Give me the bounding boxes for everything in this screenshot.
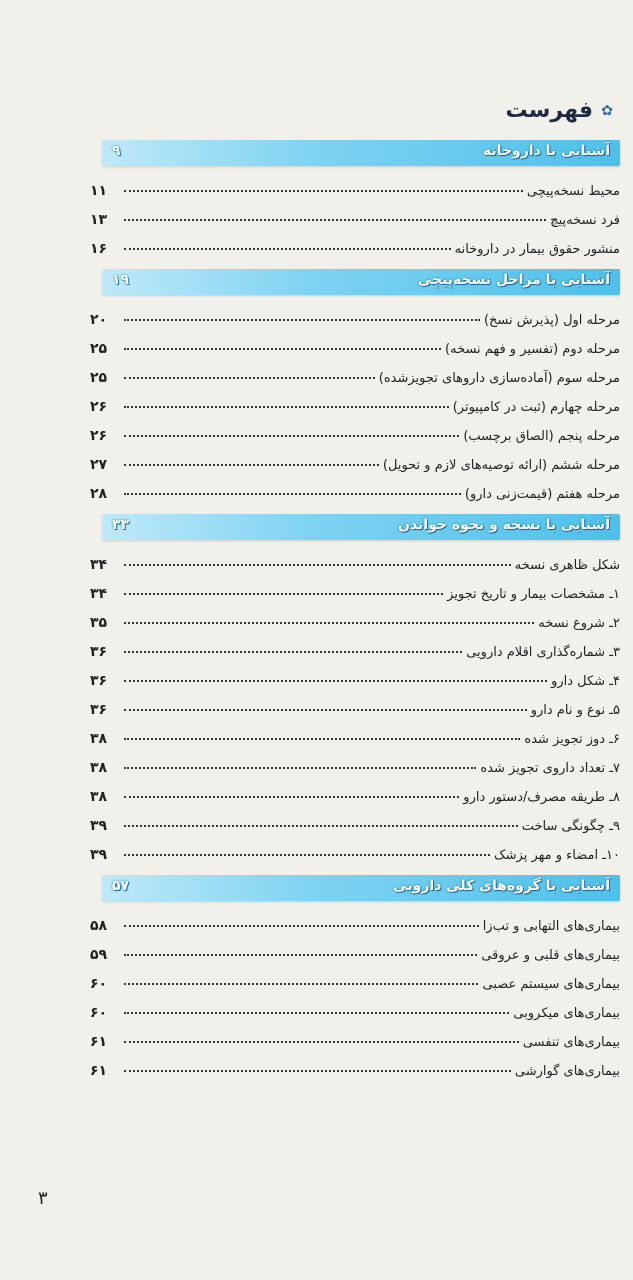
entry-title: مرحله چهارم (ثبت در کامپیوتر) bbox=[452, 400, 620, 415]
entry-title: شکل ظاهری نسخه bbox=[514, 558, 620, 573]
toc-entry bbox=[90, 199, 620, 228]
entry-page-number: ۳۹ bbox=[90, 847, 108, 863]
toc-entry bbox=[90, 602, 620, 631]
entry-page-number: ۳۸ bbox=[90, 731, 108, 747]
entry-title: بیماری‌های سیستم عصبی bbox=[482, 977, 620, 992]
entry-page-number: ۳۸ bbox=[90, 760, 108, 776]
dot-leader bbox=[124, 319, 480, 321]
entry-page-number: ۳۴ bbox=[90, 557, 108, 573]
entry-title: مرحله هفتم (قیمت‌زنی دارو) bbox=[464, 487, 620, 502]
dot-leader bbox=[124, 738, 520, 740]
dot-leader bbox=[124, 1070, 511, 1072]
table-of-contents bbox=[90, 140, 620, 1091]
toc-entry bbox=[90, 328, 620, 357]
section-title: آشنایی با گروه‌های کلی دارویی bbox=[393, 878, 610, 894]
toc-entry bbox=[90, 718, 620, 747]
dot-leader bbox=[124, 348, 441, 350]
dot-leader bbox=[124, 190, 523, 192]
section-page-number: ۳۳ bbox=[112, 517, 130, 533]
toc-entry bbox=[90, 1021, 620, 1050]
section-header bbox=[102, 514, 620, 540]
dot-leader bbox=[124, 925, 479, 927]
entry-page-number: ۱۳ bbox=[90, 212, 108, 228]
toc-entry bbox=[90, 415, 620, 444]
entry-title: ۴ـ شکل دارو bbox=[551, 674, 620, 689]
dot-leader bbox=[124, 825, 518, 827]
entry-title: ۱ـ مشخصات بیمار و تاریخ تجویز bbox=[447, 587, 620, 602]
entry-title: ۱۰ـ امضاء و مهر پزشک bbox=[494, 848, 620, 863]
entry-page-number: ۲۶ bbox=[90, 399, 108, 415]
entry-title: ۶ـ دوز تجویز شده bbox=[524, 732, 620, 747]
dot-leader bbox=[124, 854, 490, 856]
entry-title: بیماری‌های التهابی و تب‌زا bbox=[482, 919, 620, 934]
dot-leader bbox=[124, 796, 459, 798]
page-number: ۳ bbox=[38, 1188, 48, 1209]
section-page-number: ۱۹ bbox=[112, 272, 130, 288]
toc-entry bbox=[90, 776, 620, 805]
toc-entry bbox=[90, 1050, 620, 1079]
toc-entry bbox=[90, 631, 620, 660]
toc-section bbox=[90, 269, 620, 502]
entry-list bbox=[90, 905, 620, 1079]
entry-page-number: ۳۶ bbox=[90, 644, 108, 660]
entry-page-number: ۵۹ bbox=[90, 947, 108, 963]
entry-list bbox=[90, 299, 620, 502]
entry-page-number: ۲۷ bbox=[90, 457, 108, 473]
entry-page-number: ۳۵ bbox=[90, 615, 108, 631]
dot-leader bbox=[124, 954, 477, 956]
dot-leader bbox=[124, 248, 451, 250]
entry-page-number: ۱۶ bbox=[90, 241, 108, 257]
dot-leader bbox=[124, 709, 527, 711]
toc-entry bbox=[90, 805, 620, 834]
entry-page-number: ۶۱ bbox=[90, 1034, 108, 1050]
dot-leader bbox=[124, 651, 462, 653]
toc-entry bbox=[90, 834, 620, 863]
entry-title: مرحله دوم (تفسیر و فهم نسخه) bbox=[445, 342, 620, 357]
toc-header bbox=[505, 98, 613, 123]
bullet-icon: ✿ bbox=[601, 102, 613, 119]
entry-page-number: ۶۰ bbox=[90, 1005, 108, 1021]
page-title: فهرست bbox=[505, 98, 593, 123]
toc-section bbox=[90, 514, 620, 863]
entry-page-number: ۲۶ bbox=[90, 428, 108, 444]
dot-leader bbox=[124, 1041, 519, 1043]
entry-title: ۲ـ شروع نسخه bbox=[538, 616, 620, 631]
toc-entry bbox=[90, 689, 620, 718]
toc-entry bbox=[90, 573, 620, 602]
toc-entry bbox=[90, 992, 620, 1021]
entry-page-number: ۳۶ bbox=[90, 702, 108, 718]
entry-page-number: ۲۸ bbox=[90, 486, 108, 502]
entry-title: ۳ـ شماره‌گذاری اقلام دارویی bbox=[466, 645, 620, 660]
dot-leader bbox=[124, 767, 476, 769]
entry-page-number: ۲۰ bbox=[90, 312, 108, 328]
entry-title: مرحله ششم (ارائه توصیه‌های لازم و تحویل) bbox=[382, 458, 620, 473]
entry-page-number: ۵۸ bbox=[90, 918, 108, 934]
dot-leader bbox=[124, 983, 478, 985]
toc-entry bbox=[90, 170, 620, 199]
entry-title: مرحله پنجم (الصاق برچسب) bbox=[463, 429, 620, 444]
entry-title: مرحله اول (پذیرش نسخ) bbox=[483, 313, 620, 328]
dot-leader bbox=[124, 680, 547, 682]
entry-title: ۵ـ نوع و نام دارو bbox=[530, 703, 620, 718]
entry-page-number: ۳۸ bbox=[90, 789, 108, 805]
section-header bbox=[102, 269, 620, 295]
entry-title: ۸ـ طریقه مصرف/دستور دارو bbox=[463, 790, 620, 805]
dot-leader bbox=[124, 493, 461, 495]
toc-entry bbox=[90, 544, 620, 573]
entry-title: بیماری‌های تنفسی bbox=[522, 1035, 620, 1050]
toc-entry bbox=[90, 386, 620, 415]
entry-list bbox=[90, 544, 620, 863]
entry-page-number: ۳۴ bbox=[90, 586, 108, 602]
entry-list bbox=[90, 170, 620, 257]
entry-page-number: ۶۰ bbox=[90, 976, 108, 992]
section-title: آشنایی با مراحل نسخه‌پیچی bbox=[417, 272, 610, 288]
entry-page-number: ۲۵ bbox=[90, 341, 108, 357]
dot-leader bbox=[124, 435, 459, 437]
toc-section bbox=[90, 875, 620, 1079]
entry-page-number: ۳۹ bbox=[90, 818, 108, 834]
entry-page-number: ۱۱ bbox=[90, 183, 108, 199]
entry-title: منشور حقوق بیمار در داروخانه bbox=[454, 242, 620, 257]
dot-leader bbox=[124, 219, 546, 221]
toc-entry bbox=[90, 357, 620, 386]
entry-title: ۷ـ تعداد داروی تجویز شده bbox=[480, 761, 620, 776]
toc-entry bbox=[90, 934, 620, 963]
dot-leader bbox=[124, 622, 534, 624]
entry-title: بیماری‌های قلبی و عروقی bbox=[481, 948, 620, 963]
section-header bbox=[102, 140, 620, 166]
toc-entry bbox=[90, 228, 620, 257]
entry-page-number: ۲۵ bbox=[90, 370, 108, 386]
dot-leader bbox=[124, 406, 449, 408]
toc-entry bbox=[90, 444, 620, 473]
entry-page-number: ۶۱ bbox=[90, 1063, 108, 1079]
section-title: آشنایی با داروخانه bbox=[482, 143, 610, 159]
entry-title: بیماری‌های گوارشی bbox=[514, 1064, 620, 1079]
entry-page-number: ۳۶ bbox=[90, 673, 108, 689]
toc-entry bbox=[90, 747, 620, 776]
toc-entry bbox=[90, 963, 620, 992]
entry-title: ۹ـ چگونگی ساخت bbox=[521, 819, 620, 834]
dot-leader bbox=[124, 593, 443, 595]
dot-leader bbox=[124, 1012, 509, 1014]
toc-entry bbox=[90, 299, 620, 328]
section-title: آشنایی با نسخه و نحوه خواندن bbox=[398, 517, 610, 533]
entry-title: بیماری‌های میکروبی bbox=[513, 1006, 620, 1021]
toc-entry bbox=[90, 660, 620, 689]
toc-entry bbox=[90, 905, 620, 934]
section-page-number: ۵۷ bbox=[112, 878, 130, 894]
section-header bbox=[102, 875, 620, 901]
toc-entry bbox=[90, 473, 620, 502]
dot-leader bbox=[124, 464, 379, 466]
dot-leader bbox=[124, 564, 511, 566]
entry-title: مرحله سوم (آماده‌سازی داروهای تجویزشده) bbox=[378, 371, 620, 386]
entry-title: محیط نسخه‌پیچی bbox=[526, 184, 620, 199]
dot-leader bbox=[124, 377, 375, 379]
toc-section bbox=[90, 140, 620, 257]
entry-title: فرد نسخه‌پیچ bbox=[550, 213, 620, 228]
section-page-number: ۹ bbox=[112, 143, 121, 159]
